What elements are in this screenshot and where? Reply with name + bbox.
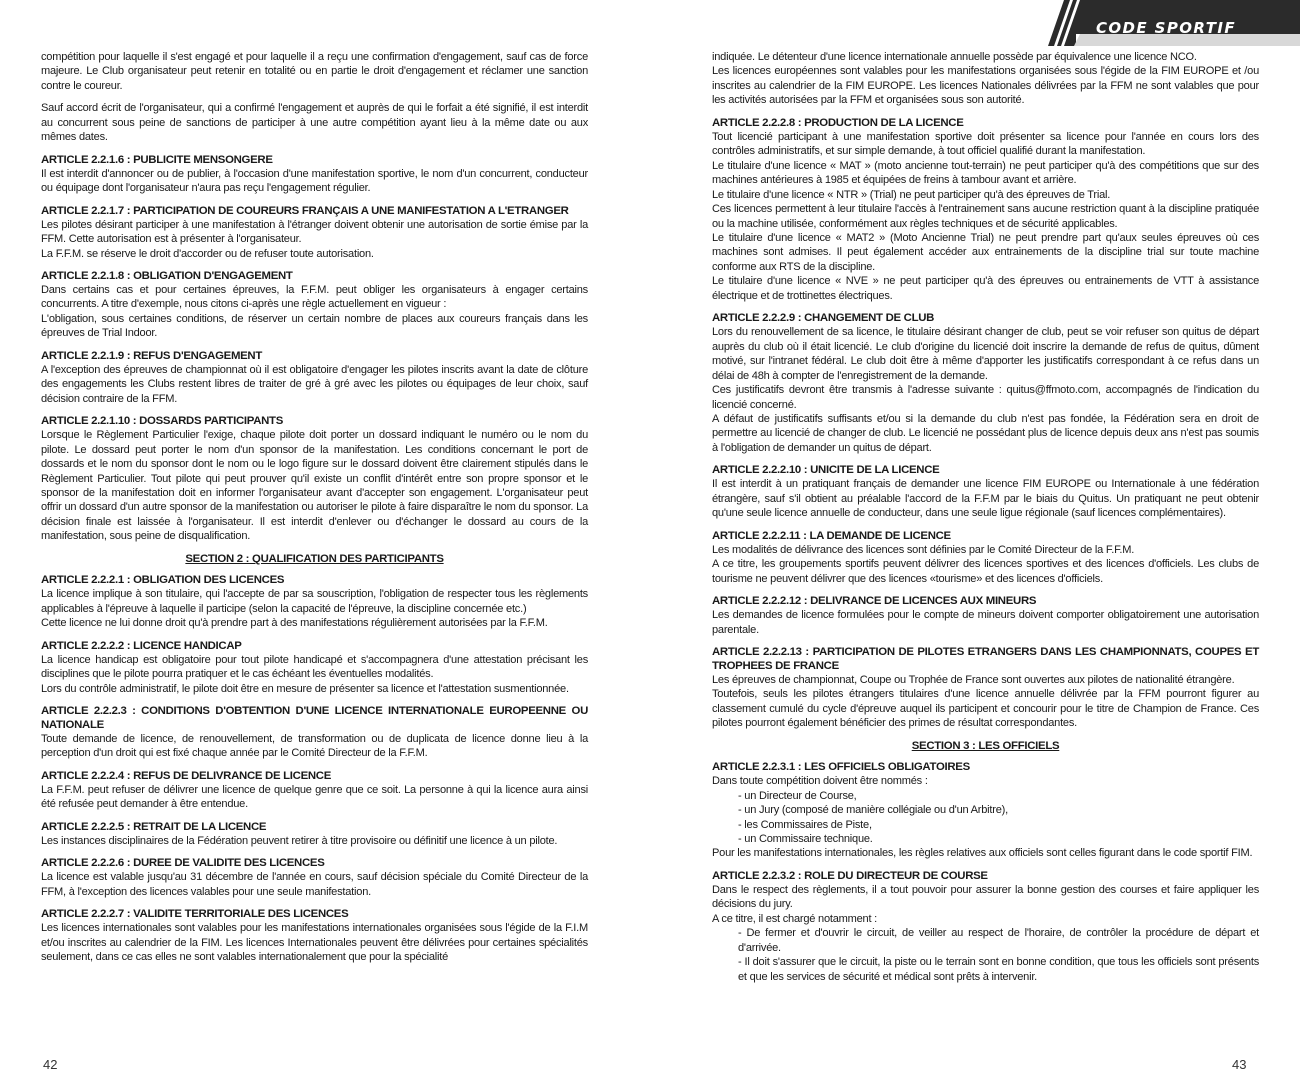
article-heading: ARTICLE 2.2.1.6 : PUBLICITE MENSONGERE xyxy=(41,153,273,166)
paragraph: Dans certains cas et pour certaines épreuves, la F.F.M. peut obliger les organisateurs à engager certains concurrents. A titre d'exemple, nous citons ci-après une règle actuellement en vigueur : xyxy=(41,283,588,311)
paragraph: Les épreuves de championnat, Coupe ou Trophée de France sont ouvertes aux pilotes de nationalité étrangère. xyxy=(712,673,1235,686)
paragraph: Le titulaire d'une licence « NVE » ne peut participer qu'à des épreuves ou entrainements de VTT à assistance électrique et de trottinettes électriques. xyxy=(712,275,1259,302)
banner-title: CODE SPORTIF xyxy=(1096,19,1236,37)
paragraph: La F.F.M. se réserve le droit d'accorder ou de refuser toute autorisation. xyxy=(41,247,374,260)
article-heading: ARTICLE 2.2.2.9 : CHANGEMENT DE CLUB xyxy=(712,312,935,325)
paragraph: A l'exception des épreuves de championnat où il est obligatoire d'engager les pilotes inscrits avant la date de clôture des engagements les Clubs restent libres de traiter de gré à gré avec les pilotes ou équipages de leur choix, sauf décision contraire de la FFM. xyxy=(41,363,588,405)
paragraph: Sauf accord écrit de l'organisateur, qui a confirmé l'engagement et auprès de qui le forfait a été signifié, il est interdit au concurrent sous peine de sanctions de participer à une autre compétition ayant lieu à la même date ou aux mêmes dates. xyxy=(41,102,588,144)
paragraph: Le titulaire d'une licence « MAT » (moto ancienne tout-terrain) ne peut participer qu'à des compétitions que sur des machines antérieures à 1985 et équipées de freins à tambour avant et arrière. xyxy=(712,159,1259,187)
left-page-content xyxy=(41,50,588,972)
article-heading: ARTICLE 2.2.2.11 : LA DEMANDE DE LICENCE xyxy=(712,529,951,542)
page-number-left: 42 xyxy=(43,1057,58,1072)
list-item: - un Commissaire technique. xyxy=(738,833,873,846)
list-item: - les Commissaires de Piste, xyxy=(738,818,872,831)
paragraph: Lorsque le Règlement Particulier l'exige, chaque pilote doit porter un dossard indiquant le numéro ou le nom du pilote. Le dossard peut porter le nom d'un sponsor de la manifestation. Les conditions concernant le port de dossards et le nom du sponsor dont le nom ou le logo figure sur le dossard doivent être clairement stipulés dans le Règlement Particulier. Tout pilote qui peut prouver qu'il existe un conflit d'intérêt entre son propre sponsor et le sponsor de la manifestation doit en informer l'organisateur avant d'accepter son engagement. L'organisateur peut offrir un dossard d'un autre sponsor de la manifestation ou autoriser le pilote à faire disparaître le nom du sponsor. La décision finale est laissée à l'organisateur. Il est interdit d'enlever ou d'échanger le dossard au cours de la manifestation, sous peine de disqualification. xyxy=(41,429,588,543)
list-item: - un Directeur de Course, xyxy=(738,789,857,802)
paragraph: compétition pour laquelle il s'est engagé et pour laquelle il a reçu une confirmation d'engagement, sauf cas de force majeure. Le Club organisateur peut retenir en totalité ou en partie le droit d'engagement et réclamer une sanction contre le coureur. xyxy=(41,51,588,92)
paragraph: La F.F.M. peut refuser de délivrer une licence de quelque genre que ce soit. La personne à qui la licence aura ainsi été refusée peut demander à être entendue. xyxy=(41,783,588,811)
article-block xyxy=(712,463,1259,520)
paragraph: A défaut de justificatifs suffisants et/ou si la demande du club n'est pas fondée, la Fédération sera en droit de permettre au licencié de changer de club. Le licencié ne possédant plus de licence depuis deux ans n'est pas soumis à l'obligation de demander un quitus de départ. xyxy=(712,412,1259,454)
list-item: - Il doit s'assurer que le circuit, la piste ou le terrain sont en bonne condition, que tous les officiels sont présents et que les services de sécurité et médical sont prêts à intervenir. xyxy=(738,956,1259,983)
article-block xyxy=(712,760,1259,861)
article-block xyxy=(712,116,1259,303)
article-block xyxy=(712,529,1259,586)
paragraph: Les licences européennes sont valables pour les manifestations organisées sous l'égide de la FIM EUROPE et /ou inscrites au calendrier de la FIM EUROPE. Les licences Nationales délivrées par la FFM ne sont valables que pour les activités autorisées par la FFM et organisées sous son autorité. xyxy=(712,65,1259,107)
article-block xyxy=(712,869,1259,984)
text-block xyxy=(41,50,588,93)
article-block xyxy=(41,349,588,406)
paragraph: Les modalités de délivrance des licences sont définies par le Comité Directeur de la F.F.M. xyxy=(712,543,1135,556)
paragraph: Toutefois, seuls les pilotes étrangers titulaires d'une licence annuelle délivrée par la FFM pourront figurer au classement cumulé du cycle d'épreuve auquel ils participent et concourir pour le titre de Champion de France. Ces pilotes pourront également bénéficier des primes de résultat correspondantes. xyxy=(712,688,1259,730)
right-page xyxy=(650,0,1300,1092)
paragraph: Les instances disciplinaires de la Fédération peuvent retirer à titre provisoire ou définitif une licence à un pilote. xyxy=(41,834,558,847)
list-item: - un Jury (composé de manière collégiale ou d'un Arbitre), xyxy=(738,804,1008,817)
paragraph: La licence handicap est obligatoire pour tout pilote handicapé et s'accompagnera d'une attestation précisant les disciplines que le pilote pourra pratiquer et le cas échéant les éventuelles modalités. xyxy=(41,653,588,681)
paragraph: La licence est valable jusqu'au 31 décembre de l'année en cours, sauf décision spéciale du Comité Directeur de la FFM, à l'exception des licences valables pour une seule manifestation. xyxy=(41,871,588,898)
text-block xyxy=(41,101,588,144)
page-number-right: 43 xyxy=(1232,1057,1247,1072)
article-block xyxy=(41,204,588,261)
bullet-list xyxy=(712,926,1259,984)
paragraph: Dans le respect des règlements, il a tout pouvoir pour assurer la bonne gestion des courses et faire appliquer les décisions du jury. xyxy=(712,883,1259,911)
article-heading: ARTICLE 2.2.2.12 : DELIVRANCE DE LICENCES AUX MINEURS xyxy=(712,595,1037,608)
article-block xyxy=(41,820,588,848)
article-heading: ARTICLE 2.2.2.4 : REFUS DE DELIVRANCE DE LICENCE xyxy=(41,769,332,782)
paragraph: Ces justificatifs devront être transmis à l'adresse suivante : quitus@ffmoto.com, accompagnés de l'indication du licencié concerné. xyxy=(712,384,1259,411)
paragraph: Pour les manifestations internationales, les règles relatives aux officiels sont celles figurant dans le code sportif FIM. xyxy=(712,847,1253,860)
paragraph: Toute demande de licence, de renouvellement, de transformation ou de duplicata de licence donne lieu à la perception d'un droit qui est fixé chaque année par le Comité Directeur de la F.F.M. xyxy=(41,732,588,760)
paragraph: Dans toute compétition doivent être nommés : xyxy=(712,775,928,788)
paragraph: La licence implique à son titulaire, qui l'accepte de par sa souscription, l'obligation de respecter tous les règlements applicables à l'épreuve à laquelle il participe (selon la capacité de l'épreuve, la discipline concernée etc.) xyxy=(41,588,588,615)
article-block xyxy=(41,769,588,812)
article-heading: ARTICLE 2.2.2.13 : PARTICIPATION DE PILOTES ETRANGERS DANS LES CHAMPIONNATS, COUPES ET TROPHEES DE FRANCE xyxy=(712,645,1259,672)
article-heading: ARTICLE 2.2.2.5 : RETRAIT DE LA LICENCE xyxy=(41,820,267,833)
article-heading: ARTICLE 2.2.2.2 : LICENCE HANDICAP xyxy=(41,639,242,652)
paragraph: Lors du contrôle administratif, le pilote doit être en mesure de présenter sa licence et l'attestation susmentionnée. xyxy=(41,682,569,695)
paragraph: Il est interdit d'annoncer ou de publier, à l'occasion d'une manifestation sportive, le nom d'un concurrent, conducteur ou équipage dont l'organisateur n'aura pas reçu l'engagement régulier. xyxy=(41,167,588,195)
paragraph: Cette licence ne lui donne droit qu'à prendre part à des manifestations régulièrement autorisées par la F.F.M. xyxy=(41,617,548,630)
section-heading: SECTION 2 : QUALIFICATION DES PARTICIPANTS xyxy=(185,552,444,565)
article-block xyxy=(41,573,588,630)
list-item: - De fermer et d'ouvrir le circuit, de veiller au respect de l'horaire, de contrôler la procédure de départ et d'arrivée. xyxy=(738,927,1259,954)
paragraph: Il est interdit à un pratiquant français de demander une licence FIM EUROPE ou Internationale à une fédération étrangère, sauf s'il obtient au préalable l'accord de la F.F.M par le biais du Quitus. Un pratiquant ne peut obtenir qu'une seule licence annuelle de conducteur, dans une seule ligue régionale (sauf licences complémentaires). xyxy=(712,478,1259,520)
article-heading: ARTICLE 2.2.2.3 : CONDITIONS D'OBTENTION D'UNE LICENCE INTERNATIONALE EUROPEENNE OU NATIONALE xyxy=(41,704,588,731)
paragraph: Les demandes de licence formulées pour le compte de mineurs doivent comporter obligatoirement une autorisation parentale. xyxy=(712,609,1259,636)
paragraph: Le titulaire d'une licence « NTR » (Trial) ne peut participer qu'à des épreuves de Trial. xyxy=(712,188,1111,201)
paragraph: indiquée. Le détenteur d'une licence internationale annuelle possède par équivalence une licence NCO. xyxy=(712,51,1197,63)
paragraph: Tout licencié participant à une manifestation sportive doit présenter sa licence pour l'année en cours lors des contrôles administratifs, et sur simple demande, à tout officiel qualifié durant la manifestation. xyxy=(712,130,1259,158)
article-block xyxy=(41,704,588,761)
article-block xyxy=(41,414,588,544)
text-block xyxy=(712,50,1259,108)
article-block xyxy=(41,856,588,899)
article-block xyxy=(41,639,588,696)
paragraph: Les pilotes désirant participer à une manifestation à l'étranger doivent obtenir une autorisation de sortie émise par la FFM. Cette autorisation est à présenter à l'organisateur. xyxy=(41,218,588,246)
article-block xyxy=(712,645,1259,731)
article-heading: ARTICLE 2.2.3.1 : LES OFFICIELS OBLIGATOIRES xyxy=(712,761,970,774)
paragraph: A ce titre, les groupements sportifs peuvent délivrer des licences sportives et des licences d'officiels. Les clubs de tourisme ne peuvent délivrer que des licences «tourisme» et des licences d'officiels. xyxy=(712,558,1259,585)
article-heading: ARTICLE 2.2.1.10 : DOSSARDS PARTICIPANTS xyxy=(41,415,284,428)
article-block xyxy=(41,269,588,341)
paragraph: Lors du renouvellement de sa licence, le titulaire désirant changer de club, peut se voir refuser son quitus de départ auprès du club où il était licencié. Le club d'origine du licencié doit inscrire la demande de refus de quitus, dûment motivé, sur l'intranet fédéral. Le club doit être à même d'apporter les justificatifs correspondant à ce refus dans un délai de 48h à compter de l'enregistrement de la demande. xyxy=(712,326,1259,382)
paragraph: Le titulaire d'une licence « MAT2 » (Moto Ancienne Trial) ne peut prendre part qu'aux seules épreuves où ces machines sont admises. Il peut également accéder aux entrainements de la discipline trial sur toute machine conforme aux RTS de la discipline. xyxy=(712,231,1259,273)
article-block xyxy=(41,907,588,964)
article-heading: ARTICLE 2.2.1.7 : PARTICIPATION DE COUREURS FRANÇAIS A UNE MANIFESTATION A L'ETRANGER xyxy=(41,204,569,217)
article-heading: ARTICLE 2.2.3.2 : ROLE DU DIRECTEUR DE COURSE xyxy=(712,869,988,882)
article-block xyxy=(41,153,588,196)
article-heading: ARTICLE 2.2.1.9 : REFUS D'ENGAGEMENT xyxy=(41,349,263,362)
article-heading: ARTICLE 2.2.2.8 : PRODUCTION DE LA LICENCE xyxy=(712,116,964,129)
article-heading: ARTICLE 2.2.2.6 : DUREE DE VALIDITE DES LICENCES xyxy=(41,857,325,870)
paragraph: Les licences internationales sont valables pour les manifestations internationales organisées sous l'égide de la F.I.M et/ou inscrites au calendrier de la FIM. Les licences Internationales peuvent être délivrées pour certaines spécialités seulement, dans ce cas elles ne sont valables internationalement que pour la spécialité xyxy=(41,922,588,964)
paragraph: L'obligation, sous certaines conditions, de réserver un certain nombre de places aux coureurs français dans les épreuves de Trial Indoor. xyxy=(41,312,588,340)
section-heading: SECTION 3 : LES OFFICIELS xyxy=(911,739,1060,752)
article-block xyxy=(712,594,1259,637)
article-block xyxy=(712,311,1259,455)
article-heading: ARTICLE 2.2.2.1 : OBLIGATION DES LICENCES xyxy=(41,574,285,587)
article-heading: ARTICLE 2.2.2.10 : UNICITE DE LA LICENCE xyxy=(712,464,940,477)
right-page-content xyxy=(712,50,1259,992)
article-heading: ARTICLE 2.2.1.8 : OBLIGATION D'ENGAGEMENT xyxy=(41,269,293,282)
paragraph: A ce titre, il est chargé notamment : xyxy=(712,912,878,925)
article-heading: ARTICLE 2.2.2.7 : VALIDITE TERRITORIALE DES LICENCES xyxy=(41,908,349,921)
paragraph: Ces licences permettent à leur titulaire l'accès à l'entrainement sans aucune restriction quant à la discipline pratiquée ou la machine utilisée, conformément aux règles techniques et de sécurité applicables. xyxy=(712,203,1259,230)
bullet-list xyxy=(712,789,1259,847)
